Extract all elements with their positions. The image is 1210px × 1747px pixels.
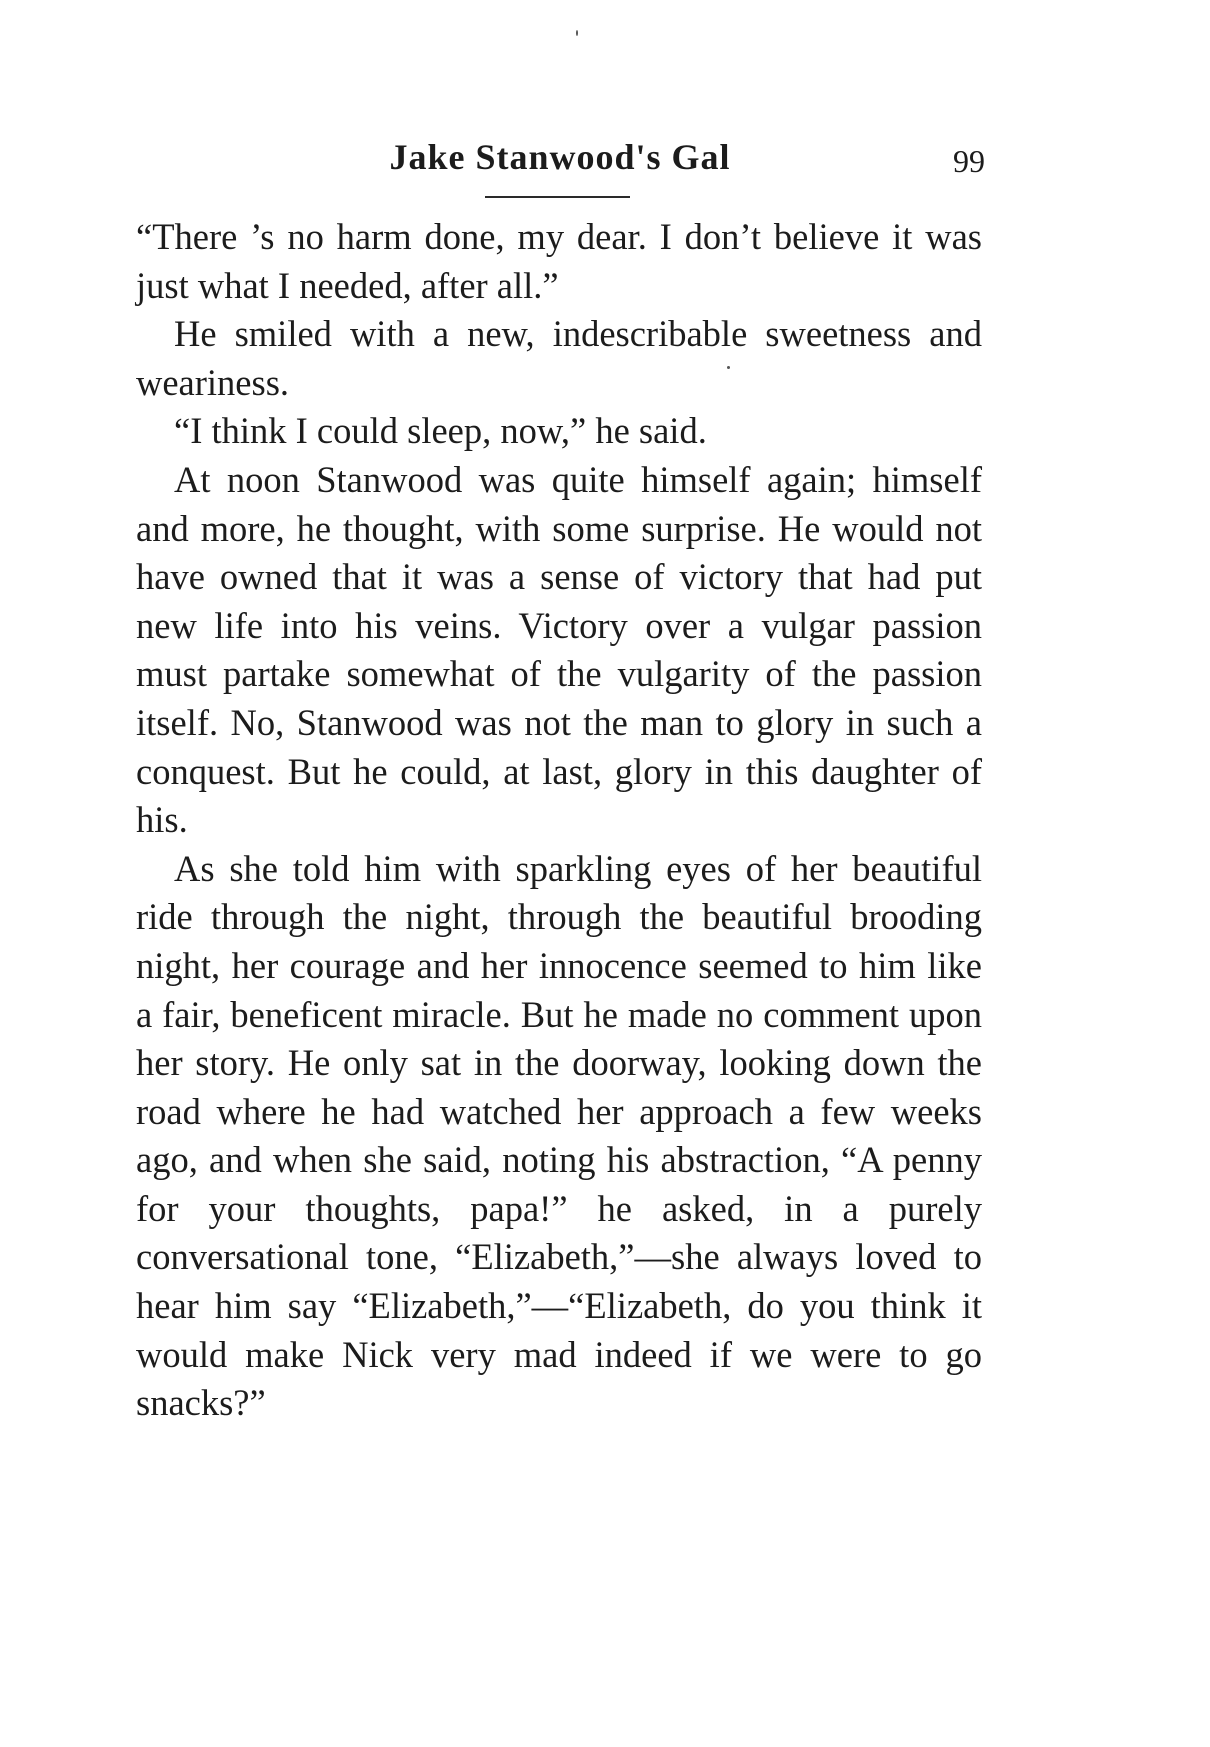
paragraph: As she told him with sparkling eyes of her beautiful ride through the night, through the beautiful brooding night, her courage and her innocence seemed to him like a fair, beneficent miracle. But he made no comment upon her story. He only sat in the doorway, looking down the road where he had watched her approach a few weeks ago, and when she said, noting his abstraction, “A penny for your thoughts, papa!” he asked, in a purely conversational tone, “Elizabeth,”—she always loved to hear him say “Elizabeth,”—“Elizabeth, do you think it would make Nick very mad indeed if we were to go snacks?”: [136, 847, 982, 1424]
paragraph: “There ’s no harm done, my dear. I don’t believe it was just what I needed, after all.”: [136, 216, 982, 306]
header-rule: [485, 196, 630, 198]
body-text: [136, 213, 982, 1428]
paragraph: He smiled with a new, indescribable sweetness and weariness.: [136, 313, 982, 403]
paragraph: At noon Stanwood was quite himself again; himself and more, he thought, with some surprise. He would not have owned that it was a sense of victory that had put new life into his veins. Victory over a vulgar passion must partake somewhat of the vulgarity of the passion itself. No, Stanwood was not the man to glory in such a conquest. But he could, at last, glory in this daughter of his.: [136, 458, 982, 841]
running-head-title: Jake Stanwood's Gal: [389, 137, 731, 177]
running-head: [135, 132, 985, 182]
page-speck: [576, 30, 578, 36]
paragraph: “I think I could sleep, now,” he said.: [174, 410, 707, 452]
page-number: 99: [953, 143, 985, 179]
